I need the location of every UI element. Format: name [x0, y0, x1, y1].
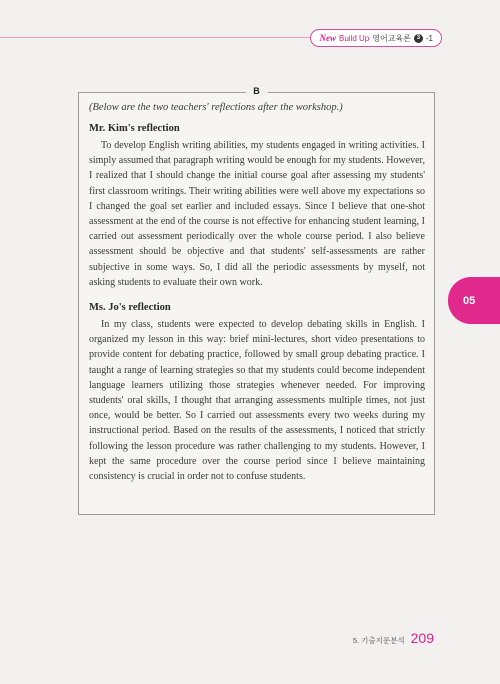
section-text-kim: To develop English writing abilities, my students engaged in writing activities. I simply assumed that paragraph writing would be enough for my students. However, I realized that I should change the initial course goal after assessing my students' first classroom writings. Their writing abilities were well above my expectations so I changed the goal set earlier and included essays. Since I believe that one-shot assessment at the end of the course is not effective for enhancing student learning, I carried out assessment periodically over the whole course period. I also believe assessment should be objective and that students' self-assessments are rather subjective in some ways. So, I did all the periodic assessments by myself, not asking students to evaluate their own work. — [89, 140, 425, 288]
book-title: 영어교육론 — [372, 33, 411, 43]
section-heading-jo: Ms. Jo's reflection — [89, 302, 171, 314]
page-number: 209 — [410, 630, 434, 646]
volume-badge: 3 — [414, 34, 423, 43]
series-name: Build Up — [338, 33, 370, 43]
volume-suffix: -1 — [425, 33, 433, 43]
page-footer — [353, 630, 434, 646]
passage-label: B — [245, 86, 268, 96]
footer-section: 5. 기출지문분석 — [352, 636, 405, 645]
reading-passage-box — [78, 86, 435, 515]
chapter-tab: 05 — [448, 277, 500, 324]
series-new-label: New — [319, 33, 336, 43]
passage-intro: (Below are the two teachers' reflections after the workshop.) — [89, 102, 343, 113]
section-heading-kim: Mr. Kim's reflection — [89, 123, 180, 134]
section-text-jo: In my class, students were expected to develop debating skills in English. I organized my lesson in this way: brief mini-lectures, short video presentations to provide content for debating practice, followed by small group debating practice. I taught a range of learning strategies so that my students could become independent language learners utilizing those strategies whenever needed. For improving students' oral skills, I thought that arranging assessments multiple times, not just once, would be better. So I carried out assessments every two weeks during my instructional period. Based on the results of the assessments, I noticed that strictly following the lesson procedure was rather challenging to my students. However, I kept the same procedure over the course period since I believe maintaining consistency is crucial in order not to confuse students. — [89, 319, 425, 483]
book-header — [310, 29, 442, 47]
